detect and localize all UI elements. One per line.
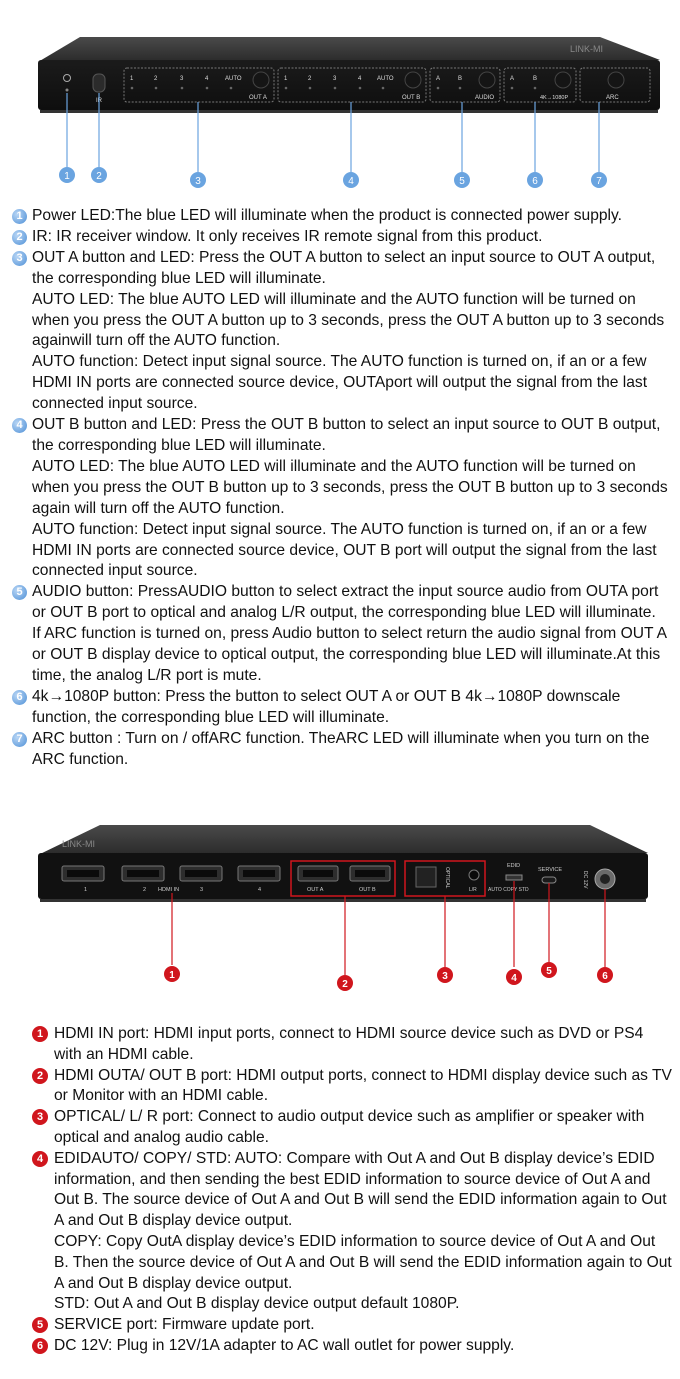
number-badge: 2 <box>12 230 27 245</box>
power-led <box>66 89 69 92</box>
svg-text:1: 1 <box>84 887 88 893</box>
svg-text:AUTO: AUTO <box>225 76 242 82</box>
front-item-1: 1 Power LED:The blue LED will illuminate when the product is connected power supply. <box>12 206 672 227</box>
out-b-button[interactable] <box>405 72 421 88</box>
svg-text:AUDIO: AUDIO <box>475 95 495 101</box>
number-badge: 6 <box>12 690 27 705</box>
svg-text:3: 3 <box>180 76 184 82</box>
out-a-button[interactable] <box>253 72 269 88</box>
number-badge: 1 <box>32 1026 48 1042</box>
number-badge: 5 <box>12 585 27 600</box>
svg-text:2: 2 <box>342 979 348 990</box>
hdmi-port-icon <box>238 866 280 881</box>
ir-window <box>93 74 105 92</box>
rear-item-1: 1 HDMI IN port: HDMI input ports, connect to HDMI source device such as DVD or PS4 with an HDMI cable. <box>32 1024 672 1066</box>
svg-text:4K→1080P: 4K→1080P <box>540 95 569 101</box>
svg-text:L/R: L/R <box>469 887 477 893</box>
svg-text:A: A <box>510 76 515 82</box>
svg-text:B: B <box>533 76 538 82</box>
audio-button[interactable] <box>479 72 495 88</box>
ir-label: IR <box>96 98 102 104</box>
front-item-5: 5 AUDIO button: PressAUDIO button to select extract the input source audio from OUTA port or OUT B port to optical and analog L/R output, the corresponding blue LED will illuminate. If ARC function is turned on, press Audio button to select return the audio signal from OUT A or OUT B display device to optical output, the corresponding blue LED will illuminate.At this time, the analog L/R port is mute. <box>12 582 672 687</box>
downscale-button[interactable] <box>555 72 571 88</box>
svg-text:2: 2 <box>154 76 158 82</box>
svg-text:OUT B: OUT B <box>359 887 376 893</box>
svg-text:2: 2 <box>308 76 312 82</box>
number-badge: 6 <box>32 1338 48 1354</box>
svg-text:2: 2 <box>96 171 102 182</box>
hdmi-port-icon <box>180 866 222 881</box>
front-item-7: 7 ARC button : Turn on / offARC function. TheARC LED will illuminate when you turn on the ARC function. <box>12 729 672 771</box>
svg-text:6: 6 <box>532 176 538 187</box>
svg-text:2: 2 <box>143 887 147 893</box>
svg-text:4: 4 <box>258 887 262 893</box>
number-badge: 4 <box>32 1151 48 1167</box>
svg-text:HDMI IN: HDMI IN <box>158 887 180 893</box>
rear-item-2: 2 HDMI OUTA/ OUT B port: HDMI output ports, connect to HDMI display device such as TV or Monitor with an HDMI cable. <box>32 1066 672 1108</box>
number-badge: 5 <box>32 1317 48 1333</box>
svg-text:ARC: ARC <box>606 95 619 101</box>
svg-text:B: B <box>458 76 463 82</box>
svg-text:4: 4 <box>205 76 209 82</box>
device-top <box>38 37 660 62</box>
rear-item-3: 3 OPTICAL/ L/ R port: Connect to audio output device such as amplifier or speaker with optical and analog audio cable. <box>32 1107 672 1149</box>
front-item-3: 3 OUT A button and LED: Press the OUT A button to select an input source to OUT A output, the corresponding blue LED will illuminate. AUTO LED: The blue AUTO LED will illuminate and the AUTO function will be turned on when you press the OUT A button up to 3 seconds, press the OUT A button up to 3 seconds againwill turn off the AUTO function. AUTO function: Detect input signal source. The AUTO function is turned on, if an or a few HDMI IN ports are connected source device, OUTAport will output the signal from the last connected input source. <box>12 248 672 415</box>
number-badge: 7 <box>12 732 27 747</box>
svg-text:3: 3 <box>200 887 204 893</box>
device-bottom <box>40 110 658 113</box>
front-panel-image <box>0 0 680 200</box>
svg-text:1: 1 <box>64 171 70 182</box>
svg-text:A: A <box>436 76 441 82</box>
svg-text:7: 7 <box>596 176 602 187</box>
number-badge: 4 <box>12 418 27 433</box>
rear-descriptions <box>32 1024 672 1357</box>
svg-text:OPTICAL: OPTICAL <box>444 867 450 889</box>
hdmi-port-icon <box>62 866 104 881</box>
rear-item-6: 6 DC 12V: Plug in 12V/1A adapter to AC wall outlet for power supply. <box>32 1336 672 1357</box>
rear-item-4: 4 EDIDAUTO/ COPY/ STD: AUTO: Compare with Out A and Out B display device’s EDID information, and then sending the best EDID information to source device of Out A and Out B. The source device of Out A and Out B will send the EDID information again to Out A and Out B display device output. COPY: Copy OutA display device’s EDID information to source device of Out A and Out B. Then the source device of Out A and Out B will send the EDID information again to Out A and Out B display device output. STD: Out A and Out B display device output default 1080P. <box>32 1149 672 1315</box>
svg-text:AUTO: AUTO <box>377 76 394 82</box>
callout-badges <box>59 167 607 188</box>
svg-text:6: 6 <box>602 971 608 982</box>
optical-port <box>416 867 436 887</box>
svg-text:OUT B: OUT B <box>402 95 421 101</box>
number-badge: 3 <box>32 1109 48 1125</box>
device-bottom <box>40 899 646 902</box>
arc-button[interactable] <box>608 72 624 88</box>
number-badge: 1 <box>12 209 27 224</box>
hdmi-port-icon <box>298 866 338 881</box>
front-item-4: 4 OUT B button and LED: Press the OUT B button to select an input source to OUT B output, the corresponding blue LED will illuminate. AUTO LED: The blue AUTO LED will illuminate and the AUTO function will be turned on when you press the OUT B button up to 3 seconds, press the OUT B button up to 3 seconds again will turn off the AUTO function. AUTO function: Detect input signal source. The AUTO function is turned on, if an or a few HDMI IN ports are connected source device, OUT B port will output the signal from the last connected input source. <box>12 415 672 582</box>
rear-panel-image <box>0 815 680 1005</box>
front-descriptions <box>12 206 672 770</box>
svg-text:1: 1 <box>130 76 134 82</box>
svg-text:SERVICE: SERVICE <box>538 867 563 873</box>
number-badge: 3 <box>12 251 27 266</box>
svg-text:OUT A: OUT A <box>249 95 267 101</box>
svg-text:4: 4 <box>358 76 362 82</box>
brand-mark: LINK-MI <box>570 44 604 54</box>
rear-item-5: 5 SERVICE port: Firmware update port. <box>32 1315 672 1336</box>
lr-jack <box>469 870 479 880</box>
hdmi-port-icon <box>350 866 390 881</box>
hdmi-port-icon <box>122 866 164 881</box>
brand-mark: LINK-MI <box>62 839 96 849</box>
svg-text:3: 3 <box>195 176 201 187</box>
number-badge: 2 <box>32 1068 48 1084</box>
svg-text:5: 5 <box>546 966 552 977</box>
svg-text:AUTO COPY STD: AUTO COPY STD <box>488 887 529 893</box>
front-item-6: 6 4k→1080P button: Press the button to select OUT A or OUT B 4k→1080P downscale function, the corresponding blue LED will illuminate. <box>12 687 672 729</box>
svg-text:OUT A: OUT A <box>307 887 324 893</box>
svg-text:1: 1 <box>169 970 175 981</box>
device-top <box>38 825 648 855</box>
svg-text:3: 3 <box>442 971 448 982</box>
svg-text:4: 4 <box>348 176 354 187</box>
svg-text:1: 1 <box>284 76 288 82</box>
callout-badges <box>164 962 613 991</box>
svg-text:3: 3 <box>333 76 337 82</box>
service-port <box>542 877 556 883</box>
svg-text:4: 4 <box>511 973 517 984</box>
svg-text:EDID: EDID <box>507 863 521 869</box>
svg-text:DC 12V: DC 12V <box>582 871 588 889</box>
edid-switch[interactable] <box>506 875 522 880</box>
svg-text:5: 5 <box>459 176 465 187</box>
front-item-2: 2 IR: IR receiver window. It only receives IR remote signal from this product. <box>12 227 672 248</box>
